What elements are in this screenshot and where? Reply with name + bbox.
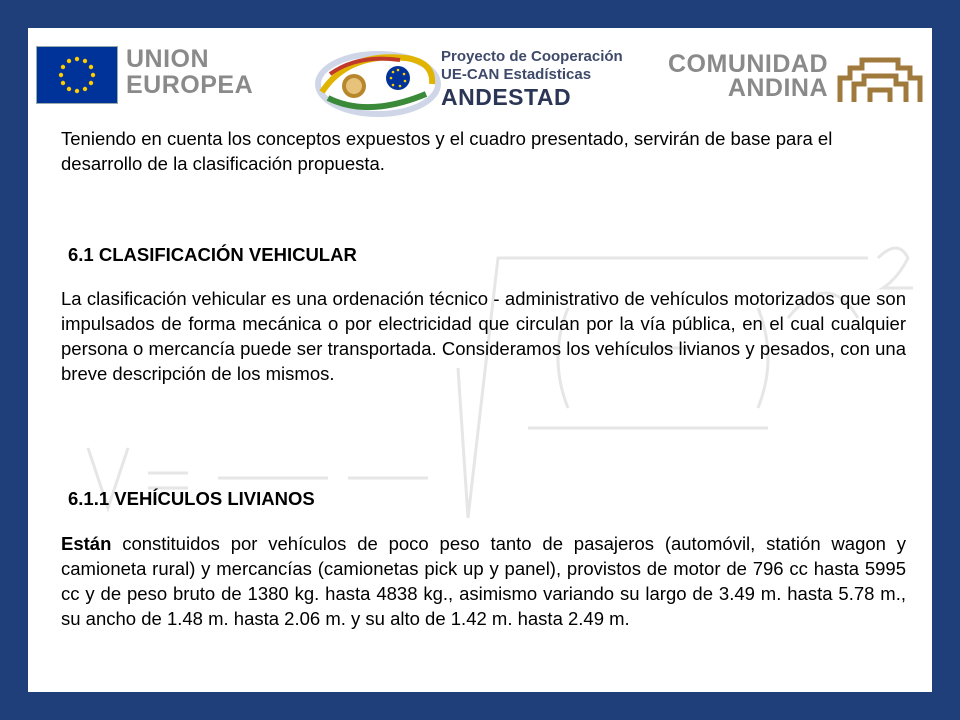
project-name: ANDESTAD (441, 84, 572, 110)
project-line: Proyecto de Cooperación (441, 48, 623, 65)
slide (28, 28, 932, 692)
andestad-project-title (441, 48, 623, 110)
subsection-paragraph (61, 531, 906, 631)
subsection-lead-word: Están (61, 533, 112, 554)
can-logo-text (668, 52, 828, 100)
header-logos (28, 28, 932, 118)
eu-logo-line: EUROPEA (126, 71, 254, 99)
can-logo-line: COMUNIDAD (668, 50, 829, 78)
subsection-heading: 6.1.1 VEHÍCULOS LIVIANOS (68, 488, 315, 509)
project-line: UE-CAN Estadísticas (441, 66, 592, 83)
subsection-body: constituidos por vehículos de poco peso tanto de pasajeros (automóvil, statión wagon y camioneta rural) y mercancías (camionetas pick up y panel), provistos de motor de 796 cc hasta 5995 cc y de peso bruto de 1380 kg. hasta 4838 kg., asimismo variando su largo de 3.49 m. hasta 5.78 m., su ancho de 1.48 m. hasta 2.06 m. y su alto de 1.42 m. hasta 2.49 m. (61, 533, 906, 629)
eu-flag-logo (36, 46, 118, 104)
can-logo-line: ANDINA (727, 74, 829, 102)
andestad-globe-logo (308, 44, 448, 122)
section-paragraph: La clasificación vehicular es una ordenación técnico - administrativo de vehículos motorizados que son impulsados de forma mecánica o por electricidad que circulan por la vía pública, en el cual cualquier persona o mercancía puede ser transportada. Consideramos los vehículos livianos y pesados, con una breve descripción de los mismos. (61, 288, 906, 384)
intro-paragraph: Teniendo en cuenta los conceptos expuestos y el cuadro presentado, servirán de base para el desarrollo de la clasificación propuesta. (61, 128, 833, 174)
eu-logo-text (126, 46, 253, 98)
eu-logo-line: UNION (126, 45, 210, 73)
section-heading: 6.1 CLASIFICACIÓN VEHICULAR (68, 244, 357, 265)
can-stepped-arch-logo (836, 46, 924, 106)
